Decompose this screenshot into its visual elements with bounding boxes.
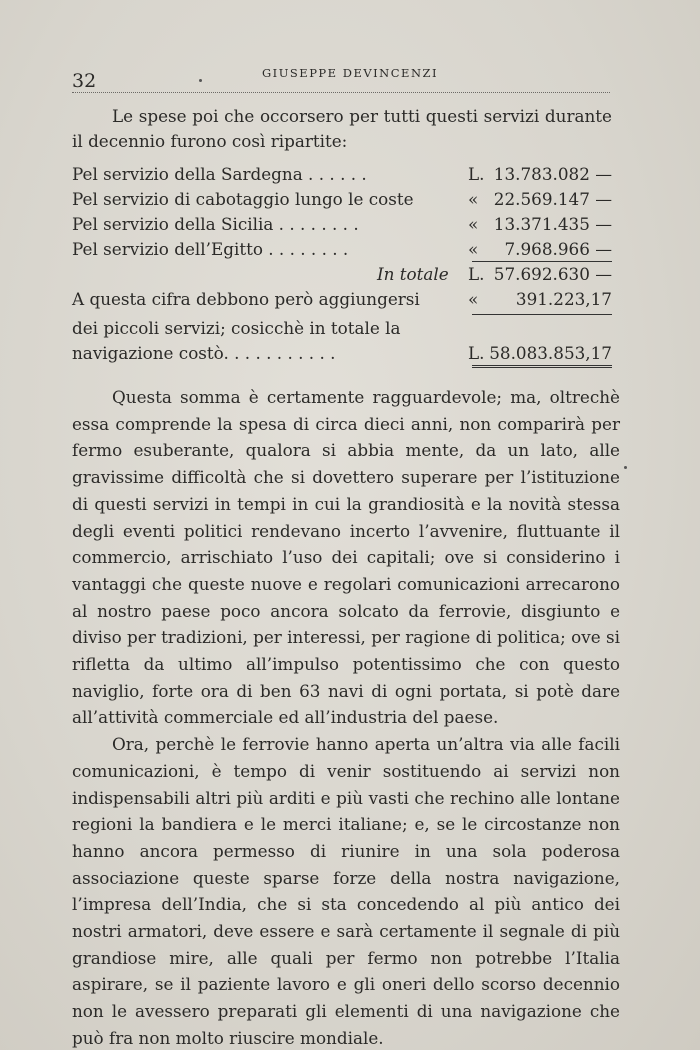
paragraph: Questa somma è certamente ragguardevole; ma, oltrechè essa comprende la spesa di circa dieci anni, non comparirà per fermo esuberante, qualora si abbia mente, da un lato, alle gravissime difficoltà che si dovettero superare per l’istituzione di questi servizi in tempi in cui la grandiosità e la novità stessa degli eventi politici rendevano incerto l’avvenire, fluttuante il commercio, arrischiato l’uso dei capitali; ove si considerino i vantaggi che queste nuove e regolari comunicazioni arrecarono al nostro paese poco ancora solcato da ferrovie, disgiunto e diviso per tradizioni, per interessi, per ragione di politica; ove si rifletta da ultimo all’impulso potentissimo che con questo naviglio, forte ora di ben 63 navi di ogni portata, si potè dare all’attività commerciale ed all’industria del paese.	[72, 387, 620, 728]
table-row	[72, 237, 617, 262]
running-head: GIUSEPPE DEVINCENZI	[262, 66, 439, 80]
row-label: Pel servizio di cabotaggio lungo le coste	[72, 189, 414, 209]
total-currency: L.	[468, 264, 485, 284]
row-currency: «	[468, 189, 479, 209]
row-label: Pel servizio dell’Egitto . . . . . . . .	[72, 239, 349, 259]
body-text	[72, 384, 620, 1050]
final-row-line1	[72, 316, 617, 341]
total-amount: 57.692.630 —	[493, 264, 612, 284]
addition-currency: «	[468, 289, 479, 309]
header-rule	[72, 92, 610, 93]
final-double-rule	[472, 365, 612, 368]
addition-row	[72, 287, 617, 312]
addition-rule	[472, 314, 612, 315]
row-amount: 13.783.082 —	[493, 164, 612, 184]
addition-amount: 391.223,17	[515, 289, 612, 309]
table-row	[72, 162, 617, 187]
row-amount: 13.371.435 —	[493, 214, 612, 234]
final-amount: 58.083.853,17	[489, 343, 612, 363]
table-row	[72, 187, 617, 212]
final-currency: L.	[468, 343, 485, 363]
ink-dot	[199, 79, 202, 82]
row-label: Pel servizio della Sicilia . . . . . . . .	[72, 214, 359, 234]
table-row	[72, 212, 617, 237]
expense-table	[72, 162, 617, 366]
page-number: 32	[72, 70, 97, 92]
row-amount: 22.569.147 —	[493, 189, 612, 209]
intro-paragraph: Le spese poi che occorsero per tutti questi servizi durante il decennio furono così ripartite:	[72, 106, 612, 151]
page-header	[72, 62, 610, 92]
row-label: Pel servizio della Sardegna . . . . . .	[72, 164, 367, 184]
addition-label: A questa cifra debbono però aggiungersi	[72, 289, 420, 309]
final-row	[72, 341, 617, 366]
total-row	[72, 262, 617, 287]
row-currency: «	[468, 239, 479, 259]
total-label: In totale	[377, 264, 449, 284]
final-label-line2: navigazione costò. . . . . . . . . . .	[72, 343, 336, 363]
ink-dot	[624, 466, 627, 469]
row-currency: «	[468, 214, 479, 234]
row-amount: 7.968.966 —	[504, 239, 612, 259]
final-label-line1: dei piccoli servizi; cosicchè in totale la	[72, 318, 401, 338]
row-currency: L.	[468, 164, 485, 184]
paragraph: Ora, perchè le ferrovie hanno aperta un’altra via alle facili comunicazioni, è tempo di venir sostituendo ai servizi non indispensabili altri più arditi e più vasti che rechino alle lontane regioni la bandiera e le merci italiane; e, se le circostanze non hanno ancora permesso di riunire in una sola poderosa associazione queste sparse forze della nostra navigazione, l’impresa dell’India, che si sta concedendo al più antico dei nostri armatori, deve essere e sarà certamente il segnale di più grandiose mire, alle quali per fermo non potrebbe l’Italia aspirare, se il paziente lavoro e gli oneri dello scorso decennio non le avessero preparati gli elementi di una navigazione che può fra non molto riuscire mondiale.	[72, 734, 620, 1048]
